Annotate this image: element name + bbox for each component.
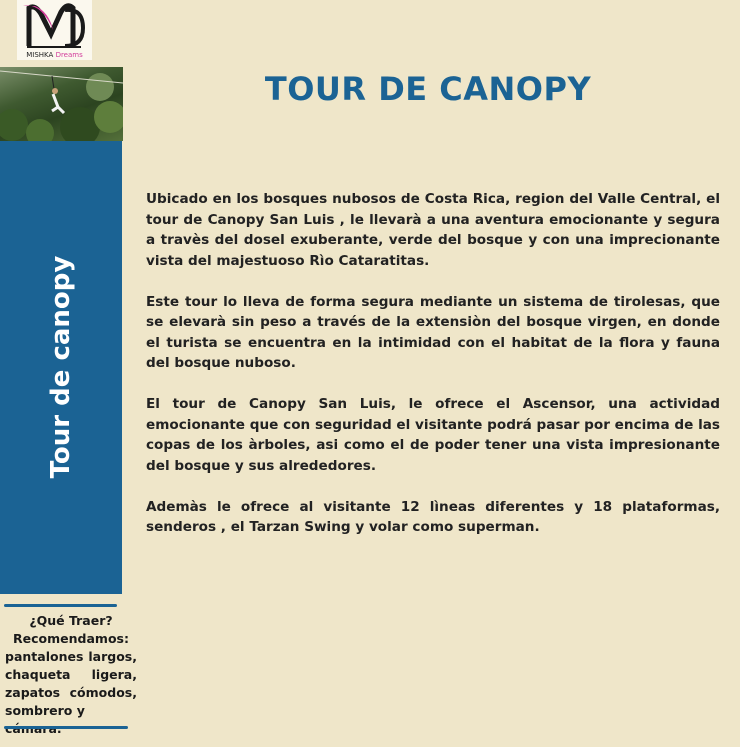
paragraph-location: Ubicado en los bosques nubosos de Costa Rica, region del Valle Central, el tour de Canopy San Luis , le llevarà a una aventura emocionante y segura a travès del dosel exuberante, verde del bosque y con una imprecionante vista del majestuoso Rìo Cataratitas. [146,191,720,269]
paragraph-ascensor: El tour de Canopy San Luis, le ofrece el Ascensor, una actividad emocionante que con seguridad el visitante podrá pasar por encima de las copas de los àrboles, asi como el de poder tener una vista impresionante del bosque y sus alrededores. [146,396,720,474]
bring-subheading: Recomendamos: [13,631,129,646]
bring-line: chaqueta ligera, [5,667,137,682]
logo-text [17,51,92,59]
brand-logo[interactable] [17,0,92,60]
divider-top [4,604,117,607]
what-to-bring [5,612,137,738]
divider-bottom [4,726,128,729]
canopy-photo [0,67,123,141]
content-body [146,189,720,558]
sidebar-title: Tour de canopy [46,255,76,479]
bring-line: pantalones largos, [5,649,137,664]
bring-heading: ¿Qué Traer? [29,613,113,628]
brand-name: MISHKA [26,51,54,59]
bring-line: zapatos cómodos, [5,685,137,700]
brand-tagline: Dreams [55,51,83,59]
paragraph-ziplines: Este tour lo lleva de forma segura mediante un sistema de tirolesas, que se elevarà sin peso a través de la extensiòn del bosque virgen, en donde el turista se encuentra en la intimidad con el habitat de la flora y fauna del bosque nuboso. [146,293,720,371]
zipline-photo-icon [0,67,123,141]
logo-mark-icon [21,0,88,50]
bring-line: sombrero y [5,703,85,718]
page-title: TOUR DE CANOPY [264,70,592,108]
paragraph-features: Ademàs le ofrece al visitante 12 lìneas diferentes y 18 plataformas, senderos , el Tarzan Swing y volar como superman. [146,498,720,535]
